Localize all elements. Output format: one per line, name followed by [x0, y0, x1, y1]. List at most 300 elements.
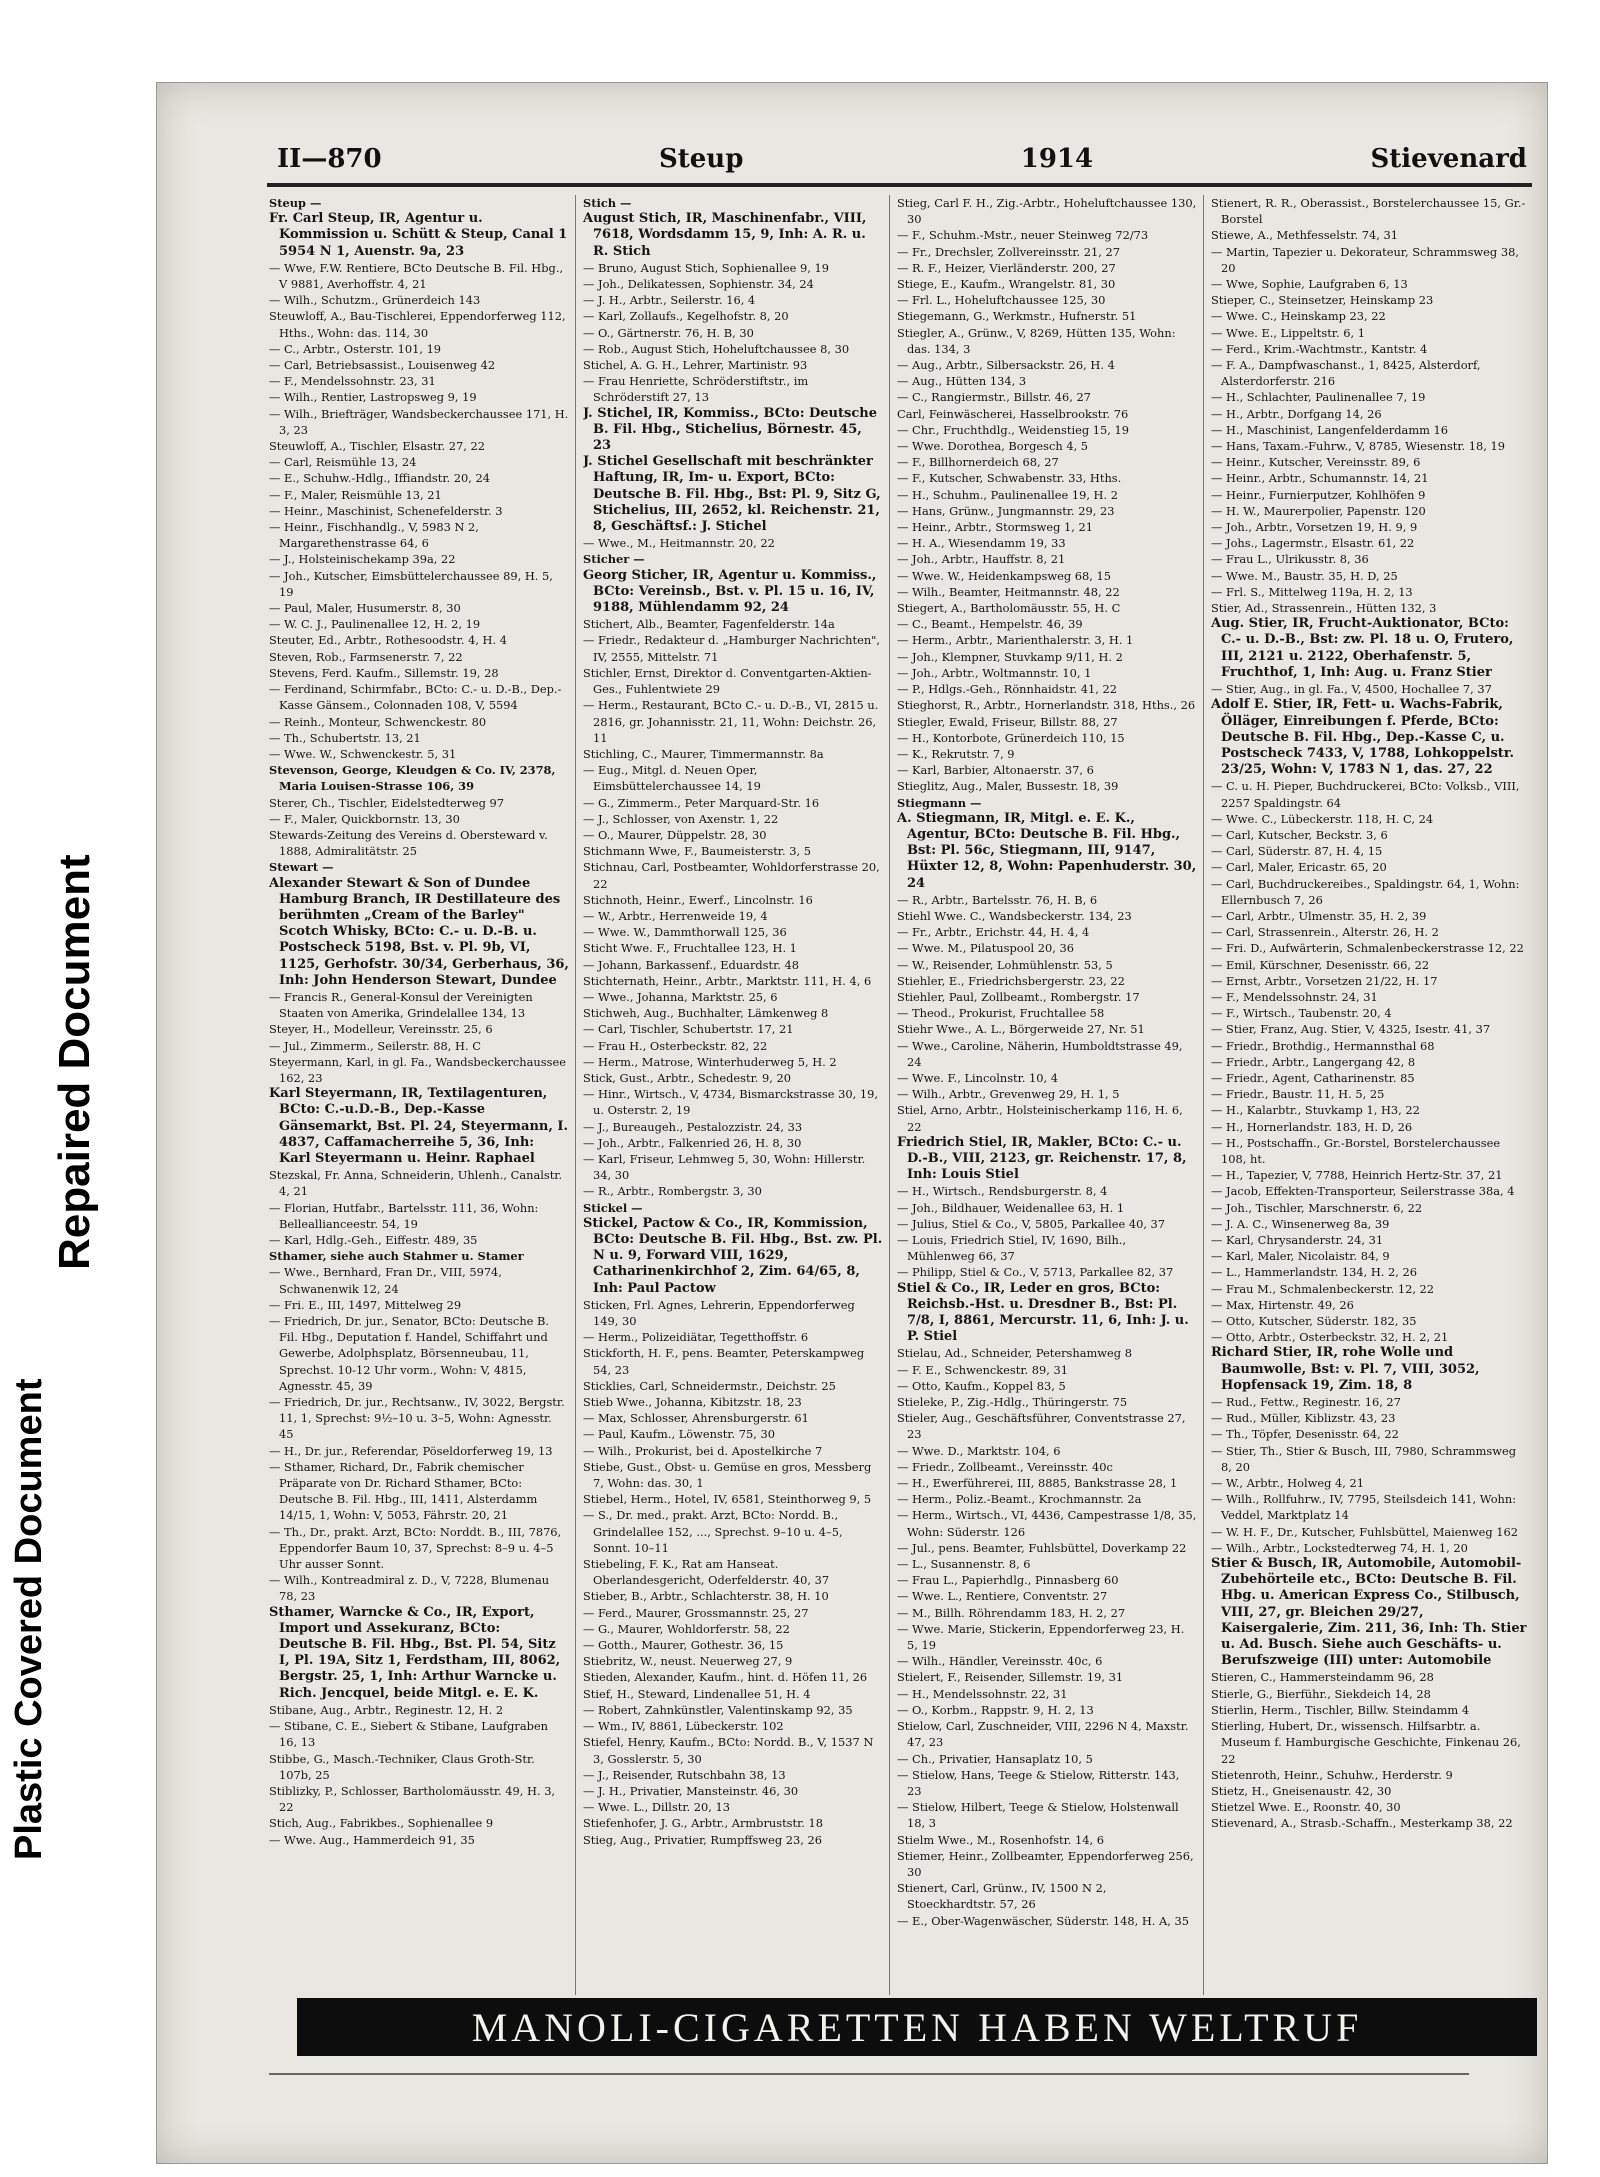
- directory-entry: — Eug., Mitgl. d. Neuen Oper, Eimsbüttelerchaussee 14, 19: [583, 763, 761, 794]
- directory-entry: — Emil, Kürschner, Desenisstr. 66, 22: [1211, 957, 1430, 972]
- directory-entry: — Hinr., Wirtsch., V, 4734, Bismarckstrasse 30, 19, u. Osterstr. 2, 19: [583, 1087, 879, 1118]
- directory-entry: — Wwe., M., Heitmannstr. 20, 22: [583, 536, 775, 551]
- directory-entry: — Friedrich, Dr. jur., Senator, BCto: Deutsche B. Fil. Hbg., Deputation f. Handel, Schiffahrt und Gewerbe, Adolphsplatz, Börsenneubau, 11, Sprechst. 10-12 Uhr vorm., Wohn: V, 4815, Agnesstr. 45, 39: [269, 1314, 550, 1393]
- directory-entry: — H. W., Maurerpolier, Papenstr. 120: [1211, 503, 1426, 518]
- directory-entry: Stierling, Hubert, Dr., wissensch. Hilfsarbtr. a. Museum f. Hamburgische Geschichte, Finkenau 26, 22: [1211, 1719, 1521, 1766]
- directory-entry: Stier, Ad., Strassenrein., Hütten 132, 3: [1211, 601, 1437, 616]
- directory-entry: Stielm Wwe., M., Rosenhofstr. 14, 6: [897, 1832, 1105, 1847]
- directory-entry: — Carl, Tischler, Schubertstr. 17, 21: [583, 1022, 794, 1037]
- directory-entry: — Aug., Hütten 134, 3: [897, 374, 1027, 389]
- directory-entry: Stierlin, Herm., Tischler, Billw. Steindamm 4: [1211, 1702, 1470, 1717]
- directory-entry: — Carl, Strassenrein., Alterstr. 26, H. 2: [1211, 925, 1439, 940]
- directory-entry: — F., Mendelssohnstr. 23, 31: [269, 374, 436, 389]
- directory-entry: — Otto, Arbtr., Osterbeckstr. 32, H. 2, 21: [1211, 1330, 1449, 1345]
- directory-entry: — Stielow, Hans, Teege & Stielow, Ritterstr. 143, 23: [897, 1767, 1180, 1798]
- directory-entry: Stich, Aug., Fabrikbes., Sophienallee 9: [269, 1816, 494, 1831]
- directory-entry: — Stibane, C. E., Siebert & Stibane, Laufgraben 16, 13: [269, 1719, 549, 1750]
- directory-column-1: [269, 195, 569, 1985]
- directory-entry: — Fr., Drechsler, Zollvereinsstr. 21, 27: [897, 244, 1120, 259]
- directory-entry: J. Stichel Gesellschaft mit beschränkter Haftung, IR, Im- u. Export, BCto: Deutsche B. Fil. Hbg., Bst: Pl. 9, Sitz G, Stichelius, III, 2652, kl. Reichenstr. 21, 8, Geschäftsf.: J. Stichel: [583, 454, 881, 535]
- repaired-document-label: Repaired Document: [50, 854, 99, 1270]
- advertisement-banner: MANOLI-CIGARETTEN HABEN WELTRUF: [297, 1998, 1537, 2056]
- directory-entry: Stielau, Ad., Schneider, Petershamweg 8: [897, 1346, 1132, 1361]
- directory-entry: — H., Wirtsch., Rendsburgerstr. 8, 4: [897, 1184, 1108, 1199]
- directory-entry: — L., Hammerlandstr. 134, H. 2, 26: [1211, 1265, 1418, 1280]
- directory-entry: — Otto, Kaufm., Koppel 83, 5: [897, 1378, 1066, 1393]
- directory-entry: Stichmann Wwe, F., Baumeisterstr. 3, 5: [583, 844, 811, 859]
- directory-entry: — Philipp, Stiel & Co., V, 5713, Parkallee 82, 37: [897, 1265, 1174, 1280]
- directory-entry: — Friedr., Baustr. 11, H. 5, 25: [1211, 1087, 1385, 1102]
- directory-entry: Sthamer, Warncke & Co., IR, Export, Import und Assekuranz, BCto: Deutsche B. Fil. Hbg., Bst. Pl. 54, Sitz I, Pl. 19A, Sitz 1, Ferdstham, III, 8062, Bergstr. 25, 1, Inh: Arthur Warncke u. Rich. Jencquel, beide Mitgl. e. E. K.: [269, 1604, 561, 1701]
- directory-entry: — H., Kontorbote, Grünerdeich 110, 15: [897, 730, 1125, 745]
- directory-entry: Stiebritz, W., neust. Neuerweg 27, 9: [583, 1654, 793, 1669]
- directory-entry: — H., Dr. jur., Referendar, Pöseldorferweg 19, 13: [269, 1443, 553, 1458]
- directory-entry: Stielow, Carl, Zuschneider, VIII, 2296 N 4, Maxstr. 47, 23: [897, 1719, 1189, 1750]
- directory-entry: Stietz, H., Gneisenaustr. 42, 30: [1211, 1783, 1392, 1798]
- directory-entry: Sticher —: [583, 552, 645, 567]
- directory-entry: — Joh., Klempner, Stuvkamp 9/11, H. 2: [897, 649, 1123, 664]
- directory-entry: Stiblizky, P., Schlosser, Bartholomäusstr. 49, H. 3, 22: [269, 1783, 556, 1815]
- directory-entry: Stiegert, A., Bartholomäusstr. 55, H. C: [897, 601, 1121, 616]
- directory-entry: — F., Wirtsch., Taubenstr. 20, 4: [1211, 1006, 1392, 1021]
- directory-entry: — Carl, Betriebsassist., Louisenweg 42: [269, 358, 496, 373]
- directory-entry: — Heinr., Maschinist, Schenefelderstr. 3: [269, 503, 503, 518]
- header-rule: [267, 183, 1532, 187]
- directory-entry: — J., Schlosser, von Axenstr. 1, 22: [583, 811, 779, 826]
- directory-entry: — Wwe. L., Dillstr. 20, 13: [583, 1800, 731, 1815]
- directory-entry: — W. H. F., Dr., Kutscher, Fuhlsbüttel, Maienweg 162: [1211, 1524, 1519, 1539]
- directory-entry: — Th., Töpfer, Desenisstr. 64, 22: [1211, 1427, 1399, 1442]
- directory-entry: — Heinr., Furnierputzer, Kohlhöfen 9: [1211, 487, 1426, 502]
- directory-entry: — Wilh., Beamter, Heitmannstr. 48, 22: [897, 584, 1120, 599]
- directory-entry: Stieper, C., Steinsetzer, Heinskamp 23: [1211, 293, 1434, 308]
- directory-entry: Stieg, Carl F. H., Zig.-Arbtr., Hoheluftchaussee 130, 30: [897, 196, 1197, 227]
- directory-entry: — Carl, Reismühle 13, 24: [269, 455, 417, 470]
- directory-entry: Stieleke, P., Zig.-Hdlg., Thüringerstr. 75: [897, 1395, 1128, 1410]
- directory-entry: — Wwe. D., Marktstr. 104, 6: [897, 1443, 1061, 1458]
- directory-entry: Steyermann, Karl, in gl. Fa., Wandsbeckerchaussee 162, 23: [269, 1054, 566, 1085]
- directory-entry: Stieglitz, Aug., Maler, Bussestr. 18, 39: [897, 779, 1119, 794]
- directory-entry: — Aug., Arbtr., Silbersackstr. 26, H. 4: [897, 358, 1115, 373]
- directory-entry: — Ernst, Arbtr., Vorsetzen 21/22, H. 17: [1211, 973, 1438, 988]
- directory-entry: — Herm., Polizeidiätar, Tegetthoffstr. 6: [583, 1330, 809, 1345]
- directory-entry: — Herm., Arbtr., Marienthalerstr. 3, H. 1: [897, 633, 1134, 648]
- directory-entry: — F., Kutscher, Schwabenstr. 33, Hths.: [897, 471, 1122, 486]
- directory-entry: — H., Schlachter, Paulinenallee 7, 19: [1211, 390, 1426, 405]
- directory-entry: — Karl, Zollaufs., Kegelhofstr. 8, 20: [583, 309, 789, 324]
- directory-entry: Stewards-Zeitung des Vereins d. Obersteward v. 1888, Admiralitätstr. 25: [269, 827, 548, 859]
- directory-entry: — G., Zimmerm., Peter Marquard-Str. 16: [583, 795, 820, 810]
- directory-entry: — F., Mendelssohnstr. 24, 31: [1211, 989, 1378, 1004]
- directory-entry: Stiel & Co., IR, Leder en gros, BCto: Reichsb.-Hst. u. Dresdner B., Bst: Pl. 7/8, I, 8861, Mercurstr. 11, 6, Inh: J. u. P. Stiel: [897, 1280, 1189, 1345]
- directory-entry: — Wwe. L., Rentiere, Conventstr. 27: [897, 1589, 1108, 1604]
- directory-entry: — Frau L., Ulrikusstr. 8, 36: [1211, 552, 1369, 567]
- directory-entry: — Friedr., Zollbeamt., Vereinsstr. 40c: [897, 1459, 1113, 1474]
- directory-entry: — Robert, Zahnkünstler, Valentinskamp 92, 35: [583, 1702, 853, 1717]
- directory-entry: — Wilh., Arbtr., Lockstedterweg 74, H. 1, 20: [1211, 1540, 1468, 1555]
- directory-entry: — Joh., Arbtr., Woltmannstr. 10, 1: [897, 665, 1092, 680]
- directory-entry: A. Stiegmann, IR, Mitgl. e. E. K., Agentur, BCto: Deutsche B. Fil. Hbg., Bst: Pl. 56c, Stiegmann, III, 9147, Hüxter 12, 8, Wohn: Papenhuderstr. 30, 24: [897, 810, 1197, 891]
- directory-entry: — Frl. L., Hoheluftchaussee 125, 30: [897, 293, 1106, 308]
- directory-entry: Stiebeling, F. K., Rat am Hanseat. Oberlandesgericht, Oderfelderstr. 40, 37: [583, 1557, 830, 1588]
- directory-entry: Stiemer, Heinr., Zollbeamter, Eppendorferweg 256, 30: [897, 1848, 1194, 1879]
- directory-entry: — Carl, Süderstr. 87, H. 4, 15: [1211, 844, 1383, 859]
- directory-entry: Stezskal, Fr. Anna, Schneiderin, Uhlenh., Canalstr. 4, 21: [269, 1168, 563, 1199]
- directory-entry: — Paul, Kaufm., Löwenstr. 75, 30: [583, 1427, 776, 1442]
- directory-entry: — Heinr., Arbtr., Schumannstr. 14, 21: [1211, 471, 1429, 486]
- directory-entry: Stiegemann, G., Werkmstr., Hufnerstr. 51: [897, 309, 1137, 324]
- directory-entry: — O., Gärtnerstr. 76, H. B, 30: [583, 325, 754, 340]
- directory-entry: — J., Holsteinischekamp 39a, 22: [269, 552, 456, 567]
- directory-entry: Richard Stier, IR, rohe Wolle und Baumwolle, Bst: v. Pl. 7, VIII, 3052, Hopfensack 19, Zim. 18, 8: [1211, 1345, 1480, 1393]
- column-divider: [889, 195, 890, 1995]
- directory-entry: — H., Mendelssohnstr. 22, 31: [897, 1686, 1068, 1701]
- directory-entry: Steup —: [269, 196, 322, 210]
- directory-entry: — Francis R., General-Konsul der Vereinigten Staaten von Amerika, Grindelallee 134, 13: [269, 989, 533, 1021]
- directory-entry: — Friedr., Brothdig., Hermannsthal 68: [1211, 1038, 1435, 1053]
- directory-entry: Stichert, Alb., Beamter, Fagenfelderstr. 14a: [583, 617, 835, 632]
- directory-entry: — Wm., IV, 8861, Lübeckerstr. 102: [583, 1719, 784, 1734]
- directory-entry: — Ferdinand, Schirmfabr., BCto: C.- u. D.-B., Dep.-Kasse Gänsem., Colonnaden 108, V, 5594: [269, 682, 562, 713]
- directory-entry: — F. E., Schwenckestr. 89, 31: [897, 1362, 1069, 1377]
- directory-entry: — H., Tapezier, V, 7788, Heinrich Hertz-Str. 37, 21: [1211, 1168, 1503, 1183]
- directory-entry: Alexander Stewart & Son of Dundee Hamburg Branch, IR Destillateure des berühmten „Cream of the Barley" Scotch Whisky, BCto: C.- u. D.-B. u. Postscheck 5198, Bst. v. Pl. 9b, VI, 1125, Gerhofstr. 30/34, Gerberhaus, 36, Inh: John Henderson Stewart, Dundee: [269, 875, 569, 988]
- directory-entry: — Fri. E., III, 1497, Mittelweg 29: [269, 1297, 462, 1312]
- directory-entry: — Wwe. M., Baustr. 35, H. D, 25: [1211, 568, 1398, 583]
- directory-entry: — Frau L., Papierhdlg., Pinnasberg 60: [897, 1573, 1119, 1588]
- directory-entry: Carl, Feinwäscherei, Hasselbrookstr. 76: [897, 406, 1129, 421]
- directory-entry: — O., Maurer, Düppelstr. 28, 30: [583, 827, 767, 842]
- directory-entry: Stevens, Ferd. Kaufm., Sillemstr. 19, 28: [269, 665, 499, 680]
- directory-entry: — Wilh., Rollfuhrw., IV, 7795, Steilsdeich 141, Wohn: Veddel, Marktplatz 14: [1211, 1492, 1517, 1523]
- directory-entry: Steuwloff, A., Tischler, Elsastr. 27, 22: [269, 439, 486, 454]
- directory-entry: — Max, Hirtenstr. 49, 26: [1211, 1297, 1354, 1312]
- directory-entry: — J. H., Privatier, Mansteinstr. 46, 30: [583, 1783, 799, 1798]
- directory-entry: — H., Arbtr., Dorfgang 14, 26: [1211, 406, 1382, 421]
- directory-entry: — Karl, Friseur, Lehmweg 5, 30, Wohn: Hillerstr. 34, 30: [583, 1151, 866, 1183]
- directory-column-3: [897, 195, 1197, 1985]
- directory-entry: Stiegler, A., Grünw., V, 8269, Hütten 135, Wohn: das. 134, 3: [897, 325, 1176, 356]
- directory-entry: Stierle, G., Bierführ., Siekdeich 14, 28: [1211, 1686, 1431, 1701]
- directory-entry: Steyer, H., Modelleur, Vereinsstr. 25, 6: [269, 1022, 493, 1037]
- directory-entry: — Sthamer, Richard, Dr., Fabrik chemischer Präparate von Dr. Richard Sthamer, BCto: Deutsche B. Fil. Hbg., III, 1411, Alsterdamm 14/15, 1, Wohn: V, 5053, Fährstr. 20, 21: [269, 1459, 538, 1523]
- directory-entry: — Heinr., Kutscher, Vereinsstr. 89, 6: [1211, 455, 1421, 470]
- directory-entry: Steven, Rob., Farmsenerstr. 7, 22: [269, 649, 463, 664]
- directory-entry: — Ferd., Maurer, Grossmannstr. 25, 27: [583, 1605, 809, 1620]
- directory-entry: — Jacob, Effekten-Transporteur, Seilerstrasse 38a, 4: [1211, 1184, 1515, 1199]
- directory-entry: — Frau Henriette, Schröderstiftstr., im Schröderstift 27, 13: [583, 374, 809, 405]
- directory-entry: Stichel, A. G. H., Lehrer, Martinistr. 93: [583, 358, 808, 373]
- directory-entry: — Wilh., Prokurist, bei d. Apostelkirche 7: [583, 1443, 823, 1458]
- directory-entry: Adolf E. Stier, IR, Fett- u. Wachs-Fabrik, Ölläger, Einreibungen f. Pferde, BCto: Deutsche B. Fil. Hbg., Dep.-Kasse C, u. Postscheck 7433, V, 1788, Lohkoppelstr. 23/25, Wohn: V, 1783 N 1, das. 27, 22: [1211, 697, 1514, 778]
- directory-entry: Stickel, Pactow & Co., IR, Kommission, BCto: Deutsche B. Fil. Hbg., Bst. zw. Pl. N u. 9, Forward VIII, 1629, Catharinenkirchhof 2, Zim. 64/65, 8, Inh: Paul Pactow: [583, 1215, 883, 1296]
- directory-entry: — Frau H., Osterbeckstr. 82, 22: [583, 1038, 768, 1053]
- directory-entry: — Wwe. C., Heinskamp 23, 22: [1211, 309, 1386, 324]
- directory-entry: — Stier, Aug., in gl. Fa., V, 4500, Hochallee 7, 37: [1211, 682, 1492, 697]
- directory-entry: — Rob., August Stich, Hoheluftchaussee 8, 30: [583, 341, 850, 356]
- directory-entry: Steuwloff, A., Bau-Tischlerei, Eppendorferweg 112, Hths., Wohn: das. 114, 30: [269, 309, 566, 340]
- directory-entry: Stiefenhofer, J. G., Arbtr., Armbruststr. 18: [583, 1816, 824, 1831]
- directory-entry: Stickel —: [583, 1200, 643, 1215]
- directory-entry: — E., Ober-Wagenwäscher, Süderstr. 148, H. A, 35: [897, 1913, 1189, 1928]
- directory-entry: — L., Susannenstr. 8, 6: [897, 1557, 1031, 1572]
- directory-entry: Stiehler, E., Friedrichsbergerstr. 23, 22: [897, 973, 1125, 988]
- directory-entry: — Bruno, August Stich, Sophienallee 9, 19: [583, 260, 829, 275]
- directory-entry: — Hans, Grünw., Jungmannstr. 29, 23: [897, 503, 1115, 518]
- directory-entry: — Frau M., Schmalenbeckerstr. 12, 22: [1211, 1281, 1435, 1296]
- directory-entry: — G., Maurer, Wohldorferstr. 58, 22: [583, 1621, 790, 1636]
- directory-entry: — Ferd., Krim.-Wachtmstr., Kantstr. 4: [1211, 341, 1428, 356]
- directory-entry: — H., Maschinist, Langenfelderdamm 16: [1211, 422, 1449, 437]
- directory-entry: — Joh., Delikatessen, Sophienstr. 34, 24: [583, 277, 814, 292]
- directory-entry: — Johann, Barkassenf., Eduardstr. 48: [583, 957, 800, 972]
- plastic-covered-label: Plastic Covered Document: [8, 1378, 50, 1860]
- directory-entry: Stief, H., Steward, Lindenallee 51, H. 4: [583, 1686, 811, 1701]
- directory-entry: — Rud., Fettw., Reginestr. 16, 27: [1211, 1395, 1401, 1410]
- directory-entry: Aug. Stier, IR, Frucht-Auktionator, BCto: C.- u. D.-B., Bst: zw. Pl. 18 u. O, Frutero, III, 2121 u. 2122, Oberhafenstr. 5, Fruchthof, 1, Inh: Aug. u. Franz Stier: [1211, 616, 1514, 680]
- directory-entry: Stiebel, Herm., Hotel, IV, 6581, Steinthorweg 9, 5: [583, 1492, 872, 1507]
- directory-entry: — Th., Dr., prakt. Arzt, BCto: Norddt. B., III, 7876, Eppendorfer Baum 10, 37, Sprechst: 8–9 u. 4–5 Uhr ausser Sonnt.: [269, 1524, 562, 1572]
- directory-entry: Stichnau, Carl, Postbeamter, Wohldorferstrasse 20, 22: [583, 860, 880, 891]
- directory-entry: — Karl, Hdlg.-Geh., Eiffestr. 489, 35: [269, 1233, 478, 1247]
- directory-entry: — Carl, Buchdruckereibes., Spaldingstr. 64, 1, Wohn: Ellernbusch 7, 26: [1211, 876, 1520, 907]
- directory-entry: — C., Beamt., Hempelstr. 46, 39: [897, 617, 1083, 632]
- header-right-word: Stievenard: [1370, 144, 1527, 174]
- directory-entry: Stichnoth, Heinr., Ewerf., Lincolnstr. 16: [583, 892, 813, 907]
- directory-entry: — Stier, Franz, Aug. Stier, V, 4325, Isestr. 41, 37: [1211, 1022, 1491, 1037]
- directory-entry: Stich —: [583, 196, 632, 210]
- directory-entry: — O., Korbm., Rappstr. 9, H. 2, 13: [897, 1702, 1094, 1717]
- directory-entry: Stiefel, Henry, Kaufm., BCto: Nordd. B., V, 1537 N 3, Gosslerstr. 5, 30: [583, 1735, 874, 1766]
- directory-entry: — Karl, Barbier, Altonaerstr. 37, 6: [897, 763, 1094, 778]
- directory-entry: — Frl. S., Mittelweg 119a, H. 2, 13: [1211, 584, 1413, 599]
- scanned-page: [156, 82, 1548, 2164]
- directory-entry: — Max, Schlosser, Ahrensburgerstr. 61: [583, 1411, 809, 1426]
- directory-entry: — Karl, Maler, Nicolaistr. 84, 9: [1211, 1249, 1390, 1264]
- directory-entry: — Heinr., Fischhandlg., V, 5983 N 2, Margarethenstrasse 64, 6: [269, 520, 479, 551]
- directory-entry: — Wwe. F., Lincolnstr. 10, 4: [897, 1070, 1059, 1085]
- directory-entry: — Joh., Arbtr., Falkenried 26, H. 8, 30: [583, 1135, 802, 1150]
- directory-entry: — J. H., Arbtr., Seilerstr. 16, 4: [583, 293, 756, 308]
- directory-entry: Stieg, Aug., Privatier, Rumpffsweg 23, 26: [583, 1832, 822, 1847]
- directory-entry: — Carl, Arbtr., Ulmenstr. 35, H. 2, 39: [1211, 908, 1427, 923]
- directory-entry: — Stielow, Hilbert, Teege & Stielow, Holstenwall 18, 3: [897, 1800, 1179, 1831]
- directory-entry: Stieghorst, R., Arbtr., Hornerlandstr. 318, Hths., 26: [897, 698, 1196, 713]
- directory-entry: — R., Arbtr., Rombergstr. 3, 30: [583, 1184, 762, 1199]
- directory-entry: — Wilh., Schutzm., Grünerdeich 143: [269, 293, 481, 308]
- directory-entry: — Wwe. W., Heidenkampsweg 68, 15: [897, 568, 1111, 583]
- directory-entry: Stibbe, G., Masch.-Techniker, Claus Groth-Str. 107b, 25: [269, 1751, 535, 1782]
- directory-entry: — Joh., Arbtr., Vorsetzen 19, H. 9, 9: [1211, 520, 1418, 535]
- directory-entry: J. Stichel, IR, Kommiss., BCto: Deutsche B. Fil. Hbg., Stichelius, Börnestr. 45, 23: [583, 405, 877, 454]
- directory-entry: — H., Ewerführerei, III, 8885, Bankstrasse 28, 1: [897, 1476, 1178, 1491]
- directory-entry: — Wwe., Bernhard, Fran Dr., VIII, 5974, Schwanenwik 12, 24: [269, 1265, 502, 1296]
- directory-entry: — M., Billh. Röhrendamm 183, H. 2, 27: [897, 1605, 1126, 1620]
- directory-column-4: [1211, 195, 1529, 1985]
- directory-entry: — Friedr., Agent, Catharinenstr. 85: [1211, 1070, 1415, 1085]
- directory-entry: Stibane, Aug., Arbtr., Reginestr. 12, H. 2: [269, 1702, 504, 1717]
- directory-entry: — F., Maler, Reismühle 13, 21: [269, 487, 442, 502]
- directory-entry: — Wwe. W., Dammthorwall 125, 36: [583, 925, 787, 940]
- directory-entry: — Wilh., Briefträger, Wandsbeckerchaussee 171, H. 3, 23: [269, 406, 569, 437]
- directory-entry: Stiehl Wwe. C., Wandsbeckerstr. 134, 23: [897, 908, 1132, 923]
- directory-entry: — Wilh., Kontreadmiral z. D., V, 7228, Blumenau 78, 23: [269, 1573, 550, 1604]
- directory-entry: — Hans, Taxam.-Fuhrw., V, 8785, Wiesenstr. 18, 19: [1211, 439, 1506, 454]
- directory-entry: — R., Arbtr., Bartelsstr. 76, H. B, 6: [897, 892, 1098, 907]
- directory-entry: Stiewe, A., Methfesselstr. 74, 31: [1211, 228, 1399, 243]
- page-header: [277, 139, 1527, 179]
- directory-entry: — Carl, Kutscher, Beckstr. 3, 6: [1211, 827, 1388, 842]
- directory-entry: — Joh., Bildhauer, Weidenallee 63, H. 1: [897, 1200, 1125, 1215]
- directory-entry: — C., Arbtr., Osterstr. 101, 19: [269, 341, 442, 356]
- directory-entry: Stietzel Wwe. E., Roonstr. 40, 30: [1211, 1800, 1401, 1815]
- directory-entry: Stieler, Aug., Geschäftsführer, Conventstrasse 27, 23: [897, 1411, 1186, 1442]
- directory-entry: Sthamer, siehe auch Stahmer u. Stamer: [269, 1249, 524, 1264]
- directory-entry: — Herm., Restaurant, BCto C.- u. D.-B., VI, 2815 u. 2816, gr. Johannisstr. 21, 11, Wohn: Deichstr. 26, 11: [583, 698, 879, 745]
- directory-entry: Karl Steyermann, IR, Textilagenturen, BCto: C.-u.D.-B., Dep.-Kasse Gänsemarkt, Bst. Pl. 24, Steyermann, I. 4837, Caffamacherreihe 5, 36, Inh: Karl Steyermann u. Heinr. Raphael: [269, 1086, 569, 1166]
- directory-entry: Sticken, Frl. Agnes, Lehrerin, Eppendorferweg 149, 30: [583, 1297, 855, 1329]
- bottom-rule: [269, 2073, 1469, 2075]
- directory-entry: — Friedr., Redakteur d. „Hamburger Nachrichten", IV, 2555, Mittelstr. 71: [583, 633, 881, 664]
- directory-entry: — Herm., Wirtsch., VI, 4436, Campestrasse 1/8, 35, Wohn: Süderstr. 126: [897, 1508, 1197, 1539]
- directory-entry: — J., Bureaugeh., Pestalozzistr. 24, 33: [583, 1119, 803, 1134]
- directory-entry: — Chr., Fruchthdlg., Weidenstieg 15, 19: [897, 422, 1129, 437]
- directory-entry: Fr. Carl Steup, IR, Agentur u. Kommission u. Schütt & Steup, Canal 1 5954 N 1, Auenstr. 9a, 23: [269, 211, 568, 259]
- directory-entry: Stichweh, Aug., Buchhalter, Lämkenweg 8: [583, 1006, 829, 1021]
- directory-entry: — Julius, Stiel & Co., V, 5805, Parkallee 40, 37: [897, 1216, 1166, 1231]
- directory-entry: Stickforth, H. F., pens. Beamter, Peterskampweg 54, 23: [583, 1346, 865, 1377]
- directory-entry: Stiehler, Paul, Zollbeamt., Rombergstr. 17: [897, 989, 1140, 1004]
- directory-entry: Stiegmann —: [897, 795, 982, 810]
- directory-entry: Stiel, Arno, Arbtr., Holsteinischerkamp 116, H. 6, 22: [897, 1103, 1183, 1134]
- directory-entry: Stick, Gust., Arbtr., Schedestr. 9, 20: [583, 1070, 791, 1085]
- directory-entry: — Wilh., Arbtr., Grevenweg 29, H. 1, 5: [897, 1087, 1120, 1102]
- directory-entry: — Wwe, Sophie, Laufgraben 6, 13: [1211, 277, 1408, 292]
- directory-entry: — Wwe. Marie, Stickerin, Eppendorferweg 23, H. 5, 19: [897, 1621, 1185, 1653]
- directory-entry: Stietenroth, Heinr., Schuhw., Herderstr. 9: [1211, 1767, 1453, 1782]
- directory-entry: — H., Kalarbtr., Stuvkamp 1, H3, 22: [1211, 1103, 1420, 1118]
- directory-entry: — Jul., Zimmerm., Seilerstr. 88, H. C: [269, 1038, 481, 1053]
- directory-entry: — Ch., Privatier, Hansaplatz 10, 5: [897, 1751, 1093, 1766]
- directory-entry: Stichternath, Heinr., Arbtr., Marktstr. 111, H. 4, 6: [583, 973, 872, 988]
- directory-entry: Stichling, C., Maurer, Timmermannstr. 8a: [583, 746, 824, 761]
- column-divider: [575, 195, 576, 1995]
- directory-entry: — Friedr., Arbtr., Langergang 42, 8: [1211, 1054, 1416, 1069]
- directory-entry: — Wwe., Johanna, Marktstr. 25, 6: [583, 989, 778, 1004]
- directory-entry: Stieren, C., Hammersteindamm 96, 28: [1211, 1670, 1434, 1685]
- directory-entry: — Paul, Maler, Husumerstr. 8, 30: [269, 601, 461, 616]
- directory-entry: — S., Dr. med., prakt. Arzt, BCto: Nordd. B., Grindelallee 152, ..., Sprechst. 9–10 u. 4–5, Sonnt. 10–11: [583, 1508, 843, 1555]
- directory-entry: Stier & Busch, IR, Automobile, Automobil-Zubehörteile etc., BCto: Deutsche B. Fil. Hbg. u. American Express Co., Stilbusch, VIII, 27, gr. Bleichen 29/27, Kaisergalerie, Zim. 211, 36, Inh: Th. Stier u. Ad. Busch. Siehe auch Geschäfts- u. Berufszweige (III) unter: Automobile: [1211, 1556, 1527, 1669]
- directory-entry: — Friedrich, Dr. jur., Rechtsanw., IV, 3022, Bergstr. 11, 1, Sprechst: 9½–10 u. 3–5, Wohn: Agnesstr. 45: [269, 1395, 565, 1442]
- directory-entry: — Wilh., Rentier, Lastropsweg 9, 19: [269, 390, 477, 405]
- directory-entry: Stielert, F., Reisender, Sillemstr. 19, 31: [897, 1670, 1124, 1685]
- directory-entry: — J. A. C., Winsenerweg 8a, 39: [1211, 1216, 1390, 1231]
- directory-entry: — F., Schuhm.-Mstr., neuer Steinweg 72/73: [897, 228, 1149, 243]
- directory-entry: — W. C. J., Paulinenallee 12, H. 2, 19: [269, 617, 481, 632]
- directory-entry: — Wwe, F.W. Rentiere, BCto Deutsche B. Fil. Hbg., V 9881, Averhoffstr. 4, 21: [269, 260, 564, 292]
- directory-entry: — Theod., Prokurist, Fruchtallee 58: [897, 1006, 1105, 1021]
- directory-entry: Stichler, Ernst, Direktor d. Conventgarten-Aktien-Ges., Fuhlentwiete 29: [583, 665, 872, 697]
- directory-entry: — W., Reisender, Lohmühlenstr. 53, 5: [897, 957, 1113, 972]
- directory-entry: Stieb Wwe., Johanna, Kibitzstr. 18, 23: [583, 1395, 802, 1410]
- directory-entry: — E., Schuhw.-Hdlg., Iffiandstr. 20, 24: [269, 471, 491, 486]
- directory-entry: — Wwe., Caroline, Näherin, Humboldtstrasse 49, 24: [897, 1038, 1183, 1069]
- directory-entry: — Herm., Matrose, Winterhuderweg 5, H. 2: [583, 1054, 837, 1069]
- header-year: 1914: [1020, 144, 1094, 174]
- directory-entry: — Rud., Müller, Kiblizstr. 43, 23: [1211, 1411, 1396, 1426]
- directory-entry: — Wilh., Händler, Vereinsstr. 40c, 6: [897, 1654, 1103, 1669]
- directory-entry: — Joh., Tischler, Marschnerstr. 6, 22: [1211, 1200, 1423, 1215]
- directory-entry: — Herm., Poliz.-Beamt., Krochmannstr. 2a: [897, 1492, 1142, 1507]
- directory-entry: — J., Reisender, Rutschbahn 38, 13: [583, 1767, 786, 1782]
- directory-entry: Stiegler, Ewald, Friseur, Billstr. 88, 27: [897, 714, 1118, 729]
- directory-entry: — Wwe. W., Schwenckestr. 5, 31: [269, 746, 457, 761]
- directory-entry: — Gotth., Maurer, Gothestr. 36, 15: [583, 1638, 784, 1653]
- directory-entry: — Fr., Arbtr., Erichstr. 44, H. 4, 4: [897, 925, 1090, 940]
- directory-entry: Stieden, Alexander, Kaufm., hint. d. Höfen 11, 26: [583, 1670, 868, 1685]
- directory-entry: — Otto, Kutscher, Süderstr. 182, 35: [1211, 1314, 1417, 1329]
- directory-entry: — F., Maler, Quickbornstr. 13, 30: [269, 811, 460, 826]
- directory-entry: Stewart —: [269, 860, 334, 875]
- directory-entry: Georg Sticher, IR, Agentur u. Kommiss., BCto: Vereinsb., Bst. v. Pl. 15 u. 16, IV, 9188, Mühlendamm 92, 24: [583, 567, 877, 616]
- directory-entry: — Karl, Chrysanderstr. 24, 31: [1211, 1233, 1384, 1247]
- directory-entry: Stievenard, A., Strasb.-Schaffn., Mesterkamp 38, 22: [1211, 1816, 1513, 1831]
- directory-entry: Sterer, Ch., Tischler, Eidelstedterweg 97: [269, 795, 505, 810]
- directory-entry: — H., Postschaffn., Gr.-Borstel, Borstelerchaussee 108, ht.: [1211, 1135, 1501, 1166]
- directory-entry: — Heinr., Arbtr., Stormsweg 1, 21: [897, 520, 1094, 535]
- directory-entry: — Johs., Lagermstr., Elsastr. 61, 22: [1211, 536, 1415, 551]
- directory-entry: Sticklies, Carl, Schneidermstr., Deichstr. 25: [583, 1378, 836, 1393]
- directory-entry: Stevenson, George, Kleudgen & Co. IV, 2378, Maria Louisen-Strasse 106, 39: [269, 763, 556, 794]
- directory-entry: — P., Hdlgs.-Geh., Rönnhaidstr. 41, 22: [897, 682, 1117, 697]
- directory-entry: — F. A., Dampfwaschanst., 1, 8425, Alsterdorf, Alsterdorferstr. 216: [1211, 358, 1481, 389]
- directory-entry: — R. F., Heizer, Vierländerstr. 200, 27: [897, 260, 1116, 275]
- directory-entry: Stiege, E., Kaufm., Wrangelstr. 81, 30: [897, 277, 1116, 292]
- directory-entry: — K., Rekrutstr. 7, 9: [897, 746, 1015, 761]
- directory-entry: — Joh., Arbtr., Hauffstr. 8, 21: [897, 552, 1066, 567]
- column-divider: [1203, 195, 1204, 1995]
- directory-entry: — Wwe. Dorothea, Borgesch 4, 5: [897, 439, 1089, 454]
- directory-entry: — Reinh., Monteur, Schwenckestr. 80: [269, 714, 487, 729]
- directory-entry: — Joh., Kutscher, Eimsbüttelerchaussee 89, H. 5, 19: [269, 568, 553, 599]
- page-number: II—870: [277, 144, 382, 174]
- directory-entry: — W., Arbtr., Holweg 4, 21: [1211, 1476, 1365, 1491]
- directory-entry: — W., Arbtr., Herrenweide 19, 4: [583, 908, 768, 923]
- directory-entry: Stiebe, Gust., Obst- u. Gemüse en gros, Messberg 7, Wohn: das. 30, 1: [583, 1459, 872, 1491]
- directory-entry: Stieber, B., Arbtr., Schlachterstr. 38, H. 10: [583, 1589, 829, 1604]
- directory-entry: Sticht Wwe. F., Fruchtallee 123, H. 1: [583, 941, 797, 956]
- directory-entry: — Fri. D., Aufwärterin, Schmalenbeckerstrasse 12, 22: [1211, 941, 1524, 956]
- directory-entry: Friedrich Stiel, IR, Makler, BCto: C.- u. D.-B., VIII, 2123, gr. Reichenstr. 17, 8, Inh: Louis Stiel: [897, 1134, 1187, 1183]
- directory-entry: Stienert, Carl, Grünw., IV, 1500 N 2, Stoeckhardtstr. 57, 26: [897, 1881, 1107, 1912]
- directory-entry: — Carl, Maler, Ericastr. 65, 20: [1211, 860, 1387, 875]
- directory-entry: — C. u. H. Pieper, Buchdruckerei, BCto: Volksb., VIII, 2257 Spaldingstr. 64: [1211, 779, 1520, 810]
- directory-entry: — Florian, Hutfabr., Bartelsstr. 111, 36, Wohn: Belleallianceestr. 54, 19: [269, 1200, 539, 1231]
- directory-column-2: [583, 195, 883, 1985]
- directory-entry: — Th., Schubertstr. 13, 21: [269, 730, 421, 745]
- directory-entry: — Wwe. C., Lübeckerstr. 118, H. C, 24: [1211, 811, 1434, 826]
- directory-entry: — H. A., Wiesendamm 19, 33: [897, 536, 1066, 551]
- directory-entry: — Wwe. Aug., Hammerdeich 91, 35: [269, 1832, 475, 1847]
- directory-entry: — Jul., pens. Beamter, Fuhlsbüttel, Doverkamp 22: [897, 1540, 1187, 1555]
- directory-entry: — Stier, Th., Stier & Busch, III, 7980, Schrammsweg 8, 20: [1211, 1443, 1517, 1474]
- directory-entry: Stienert, R. R., Oberassist., Borstelerchaussee 15, Gr.-Borstel: [1211, 196, 1526, 227]
- directory-entry: — F., Billhornerdeich 68, 27: [897, 455, 1059, 470]
- directory-entry: — C., Rangiermstr., Billstr. 46, 27: [897, 390, 1091, 405]
- header-left-word: Steup: [658, 144, 744, 174]
- directory-entry: Stiehr Wwe., A. L., Börgerweide 27, Nr. 51: [897, 1022, 1145, 1037]
